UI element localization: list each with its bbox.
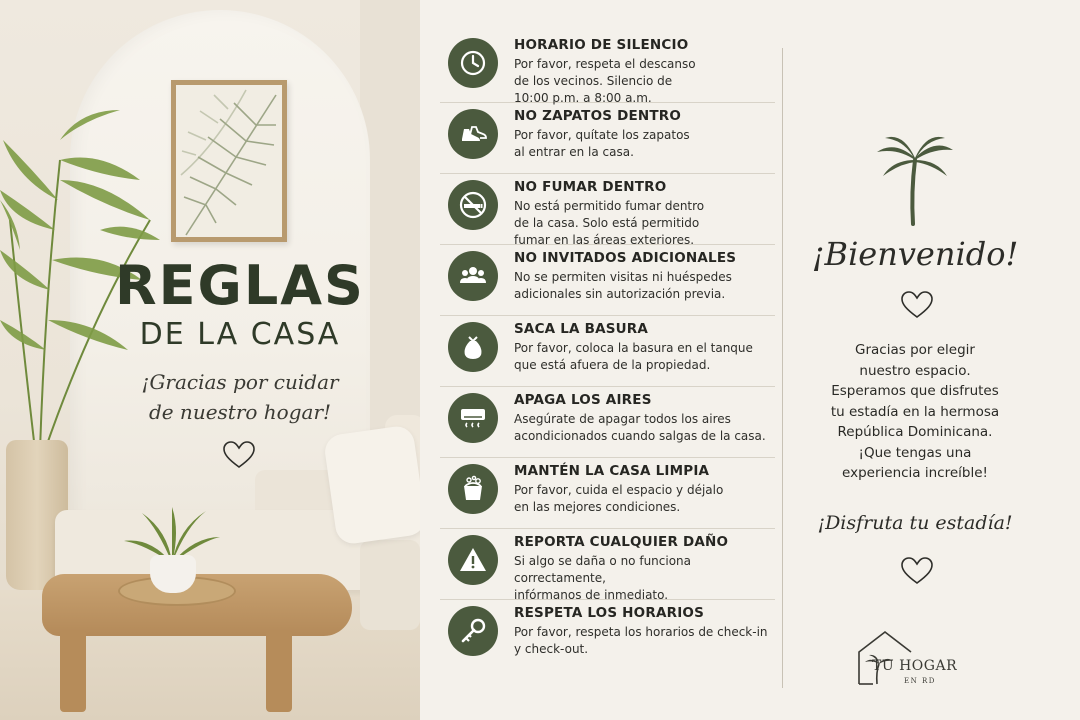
rule-item — [440, 529, 775, 600]
thanks-script-line-1: ¡Gracias por cuidar — [141, 370, 339, 394]
rule-item — [440, 387, 775, 458]
rule-item — [440, 316, 775, 387]
rule-description: Por favor, respeta el descanso de los vecinos. Silencio de 10:00 p.m. a 8:00 a.m. — [514, 57, 696, 105]
rule-title: MANTÉN LA CASA LIMPIA — [514, 463, 710, 479]
welcome-line: nuestro espacio. — [859, 362, 971, 379]
welcome-title: ¡Bienvenido! — [811, 235, 1019, 273]
rules-list — [440, 32, 775, 671]
welcome-message — [800, 340, 1030, 484]
palm-leaf-artwork — [171, 80, 287, 242]
no-smoking-icon — [448, 180, 498, 230]
air-conditioner-icon — [448, 393, 498, 443]
welcome-line: experiencia increíble! — [842, 465, 988, 481]
page-subtitle: DE LA CASA — [139, 317, 341, 352]
shoes-icon — [448, 109, 498, 159]
heart-icon — [900, 556, 934, 586]
rule-description: No está permitido fumar dentro de la casa. Solo está permitido fumar en las áreas exteriores. — [514, 199, 705, 247]
table-leg — [266, 630, 292, 712]
clock-icon — [448, 38, 498, 88]
warning-icon — [448, 535, 498, 585]
rule-title: REPORTA CUALQUIER DAÑO — [514, 534, 729, 550]
people-icon — [448, 251, 498, 301]
logo-name: TU HOGAR — [872, 658, 958, 674]
cleaning-bucket-icon — [448, 464, 498, 514]
sofa-arm — [360, 540, 420, 630]
rule-title: SACA LA BASURA — [514, 321, 649, 337]
welcome-line: Gracias por elegir — [855, 342, 975, 358]
rule-description: Asegúrate de apagar todos los aires acondicionados cuando salgas de la casa. — [514, 412, 766, 443]
rule-item — [440, 458, 775, 529]
rule-item — [440, 32, 775, 103]
column-divider — [782, 48, 783, 688]
rule-item — [440, 103, 775, 174]
logo-subtitle: EN RD — [904, 677, 936, 685]
title-block — [100, 255, 380, 427]
page-title: REGLAS — [115, 254, 365, 317]
rule-title: RESPETA LOS HORARIOS — [514, 605, 705, 621]
palm-tree-icon — [875, 132, 955, 227]
rule-description: Por favor, cuida el espacio y déjalo en las mejores condiciones. — [514, 483, 724, 514]
rule-title: NO ZAPATOS DENTRO — [514, 108, 682, 124]
rule-title: NO INVITADOS ADICIONALES — [514, 250, 737, 266]
rule-item — [440, 245, 775, 316]
cushion — [323, 424, 420, 545]
rule-description: Si algo se daña o no funciona correctamente, infórmanos de inmediato. — [514, 554, 692, 602]
rule-description: No se permiten visitas ni huéspedes adicionales sin autorización previa. — [514, 270, 732, 301]
rule-description: Por favor, coloca la basura en el tanque que está afuera de la propiedad. — [514, 341, 753, 372]
trash-bag-icon — [448, 322, 498, 372]
rule-item — [440, 600, 775, 671]
welcome-panel — [800, 0, 1070, 720]
small-white-pot — [150, 555, 196, 593]
key-icon — [448, 606, 498, 656]
rule-title: HORARIO DE SILENCIO — [514, 37, 689, 53]
welcome-line: Esperamos que disfrutes — [831, 383, 999, 399]
heart-icon — [222, 440, 256, 470]
rule-title: APAGA LOS AIRES — [514, 392, 652, 408]
rule-description: Por favor, quítate los zapatos al entrar en la casa. — [514, 128, 690, 159]
welcome-line: tu estadía en la hermosa — [830, 403, 1000, 420]
rule-title: NO FUMAR DENTRO — [514, 179, 667, 195]
rule-item — [440, 174, 775, 245]
rule-description: Por favor, respeta los horarios de check-in y check-out. — [514, 625, 768, 656]
enjoy-stay-script: ¡Disfruta tu estadía! — [817, 512, 1013, 534]
living-room-photo — [0, 0, 420, 720]
welcome-line: ¡Que tengas una — [858, 444, 972, 461]
thanks-script-line-2: de nuestro hogar! — [148, 400, 332, 424]
welcome-line: República Dominicana. — [837, 424, 993, 440]
heart-icon — [900, 290, 934, 320]
table-leg — [60, 630, 86, 712]
